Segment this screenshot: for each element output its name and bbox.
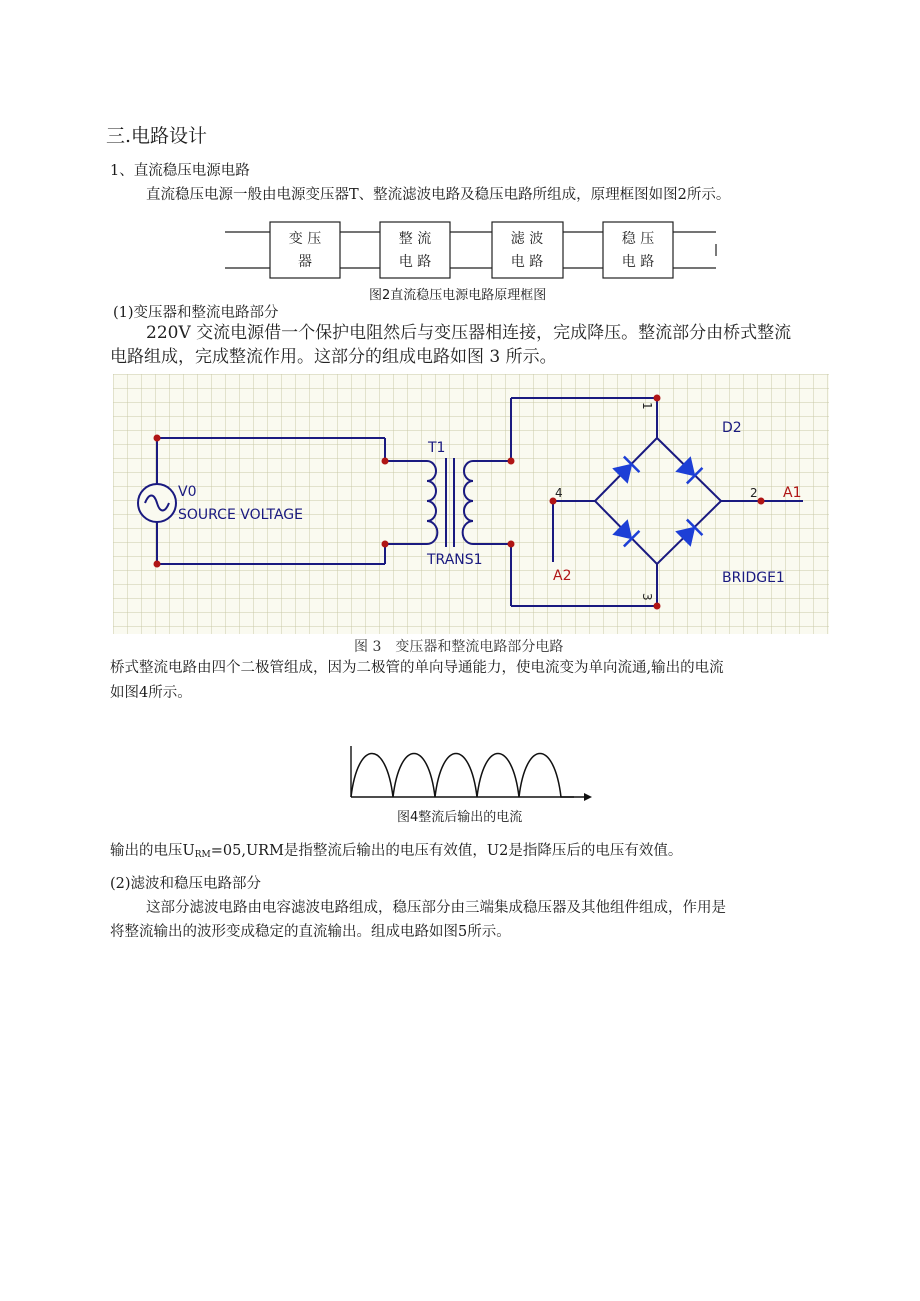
block-3-line1: 滤 波 — [510, 231, 544, 247]
block-1-line1: 变 压 — [288, 231, 322, 247]
section-title: 三.电路设计 — [106, 125, 208, 147]
block-diagram — [220, 218, 720, 280]
rectified-waveform — [346, 744, 596, 802]
block-4-line2: 电 路 — [621, 254, 655, 270]
pin-1-label: 1 — [640, 402, 654, 410]
figure-4-caption: 图4整流后输出的电流 — [397, 810, 523, 825]
pin-4-label: 4 — [555, 486, 563, 500]
net-a2-label: A2 — [553, 568, 572, 584]
output-para-subscript: RM — [194, 850, 211, 860]
part1-para-line2: 电路组成，完成整流作用。这部分的组成电路如图 3 所示。 — [110, 347, 557, 367]
bridge-para-line1: 桥式整流电路由四个二极管组成，因为二极管的单向导通能力，使电流变为单向流通,输出的电流 — [110, 660, 724, 676]
part2-para-line2: 将整流输出的波形变成稳定的直流输出。组成电路如图5所示。 — [110, 924, 511, 940]
output-voltage-para — [110, 840, 682, 866]
block-1-line2: 器 — [298, 254, 312, 270]
figure-3-caption: 图 3 变压器和整流电路部分电路 — [354, 639, 564, 655]
block-4-line1: 稳 压 — [621, 231, 655, 247]
block-2-line2: 电 路 — [398, 254, 432, 270]
part2-title: (2)滤波和稳压电路部分 — [110, 876, 262, 892]
transformer-ref-label: T1 — [428, 440, 446, 456]
bridge-ref-label: D2 — [722, 420, 742, 436]
block-3-line2: 电 路 — [510, 254, 544, 270]
transformer-name-label: TRANS1 — [427, 552, 483, 568]
figure-2-caption: 图2直流稳压电源电路原理框图 — [369, 288, 547, 303]
bridge-name-label: BRIDGE1 — [722, 570, 785, 586]
part1-title: (1)变压器和整流电路部分 — [113, 305, 279, 321]
net-a1-label: A1 — [783, 485, 802, 501]
circuit-schematic — [113, 374, 829, 634]
output-para-prefix: 输出的电压U — [110, 843, 195, 859]
intro-paragraph: 直流稳压电源一般由电源变压器T、整流滤波电路及稳压电路所组成，原理框图如图2所示。 — [146, 187, 731, 203]
source-ref-label: V0 — [178, 484, 197, 500]
pin-2-label: 2 — [750, 486, 758, 500]
bridge-para-line2: 如图4所示。 — [110, 685, 192, 701]
output-para-rest: =05,URM是指整流后输出的电压有效值，U2是指降压后的电压有效值。 — [210, 843, 683, 859]
subsection-title: 1、直流稳压电源电路 — [110, 163, 250, 179]
source-name-label: SOURCE VOLTAGE — [178, 507, 303, 523]
part1-para-line1: 220V 交流电源借一个保护电阻然后与变压器相连接，完成降压。整流部分由桥式整流 — [146, 323, 792, 343]
part2-para-line1: 这部分滤波电路由电容滤波电路组成，稳压部分由三端集成稳压器及其他组件组成，作用是 — [146, 900, 726, 916]
block-2-line1: 整 流 — [398, 231, 432, 247]
pin-3-label: 3 — [640, 593, 654, 601]
